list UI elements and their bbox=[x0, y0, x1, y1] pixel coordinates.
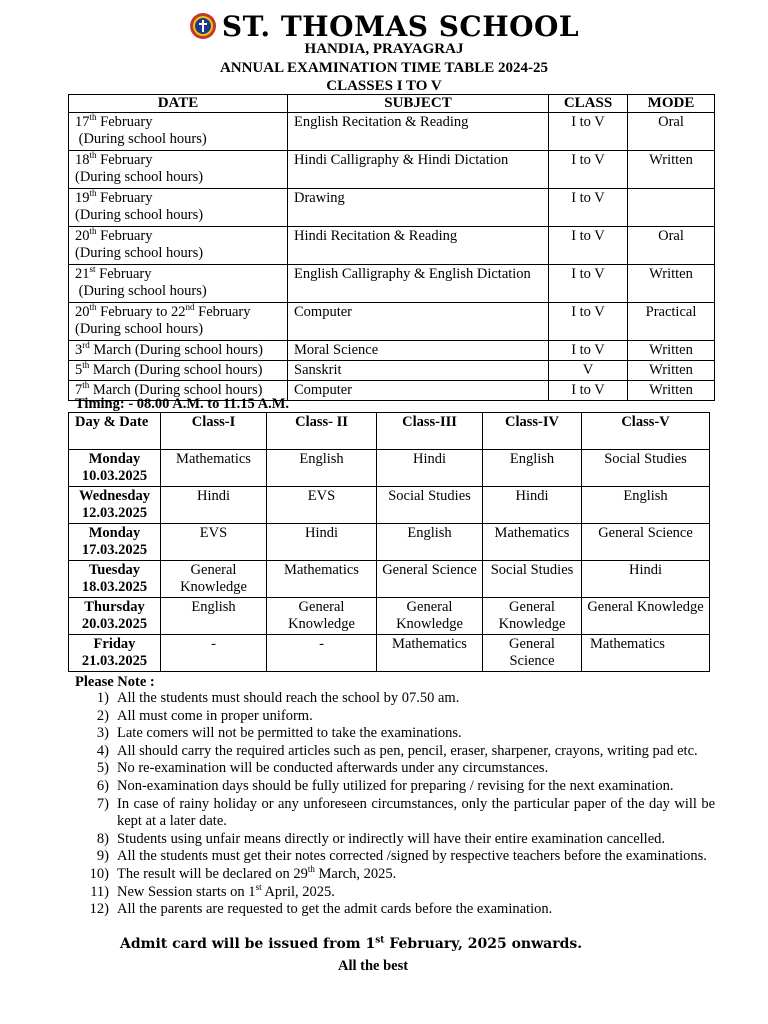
date-day: 21 bbox=[75, 266, 90, 282]
mode-cell: Written bbox=[628, 361, 715, 381]
admit-card-notice bbox=[120, 936, 582, 952]
note-text: All must come in proper uniform. bbox=[117, 707, 313, 724]
table-row bbox=[69, 341, 715, 361]
class-cell: I to V bbox=[549, 227, 628, 265]
subject-cell: Hindi Calligraphy & Hindi Dictation bbox=[288, 151, 549, 189]
note-text: All the parents are requested to get the admit cards before the examination. bbox=[117, 901, 553, 918]
class-1-subject-cell: - bbox=[161, 635, 267, 672]
class-3-subject-cell: General Knowledge bbox=[377, 598, 483, 635]
date-day: 19 bbox=[75, 190, 90, 206]
note-item bbox=[75, 866, 715, 884]
date-day: 5 bbox=[75, 362, 83, 378]
class-cell: I to V bbox=[549, 151, 628, 189]
date-cell bbox=[69, 227, 288, 265]
note-number: 11) bbox=[90, 883, 109, 900]
class-4-subject-cell: Hindi bbox=[483, 487, 582, 524]
exam-day: Tuesday bbox=[88, 562, 141, 578]
mode-cell: Written bbox=[628, 381, 715, 401]
class-3-subject-cell: General Science bbox=[377, 561, 483, 598]
subject-cell: Sanskrit bbox=[288, 361, 549, 381]
class-5-subject-cell: Hindi bbox=[582, 561, 710, 598]
column-header: Day & Date bbox=[69, 413, 161, 450]
date-suffix: th bbox=[89, 150, 97, 161]
date-cell bbox=[69, 151, 288, 189]
note-number: 12) bbox=[89, 901, 109, 918]
note-suffix: th bbox=[307, 864, 315, 875]
date-day: 17 bbox=[75, 114, 90, 130]
table-row bbox=[69, 227, 715, 265]
notes-heading: Please Note : bbox=[75, 674, 155, 690]
day-date-cell bbox=[69, 561, 161, 598]
class-cell: V bbox=[549, 361, 628, 381]
date-day: 7 bbox=[75, 382, 83, 398]
exam-date: 20.03.2025 bbox=[81, 616, 148, 632]
class-5-subject-cell: General Knowledge bbox=[582, 598, 710, 635]
date-suffix: th bbox=[82, 360, 90, 371]
class-3-subject-cell: English bbox=[377, 524, 483, 561]
date-suffix: th bbox=[89, 226, 97, 237]
table-header-row bbox=[69, 413, 710, 450]
class-1-subject-cell: Hindi bbox=[161, 487, 267, 524]
date-cell bbox=[69, 361, 288, 381]
date-text: March (During school hours) bbox=[89, 362, 263, 378]
class-4-subject-cell: Mathematics bbox=[483, 524, 582, 561]
exam-date: 21.03.2025 bbox=[81, 653, 148, 669]
subject-cell: Hindi Recitation & Reading bbox=[288, 227, 549, 265]
note-number: 4) bbox=[96, 742, 109, 759]
exam-date: 18.03.2025 bbox=[81, 579, 148, 595]
mode-cell: Oral bbox=[628, 113, 715, 151]
note-number: 1) bbox=[96, 690, 109, 706]
exam-datesheet-table bbox=[68, 412, 710, 672]
date-text: February to 22 bbox=[96, 304, 186, 320]
date-cell bbox=[69, 265, 288, 303]
date-suffix: st bbox=[89, 264, 96, 275]
table-row bbox=[69, 598, 710, 635]
note-number: 8) bbox=[96, 830, 109, 847]
table-row bbox=[69, 303, 715, 341]
subject-cell: Moral Science bbox=[288, 341, 549, 361]
exam-date: 12.03.2025 bbox=[81, 505, 148, 521]
classes-range: CLASSES I TO V bbox=[326, 78, 442, 94]
date-suffix: rd bbox=[82, 340, 90, 351]
note-text: In case of rainy holiday or any unforeseen circumstances, only the particular paper of the day will be kept at a later date. bbox=[117, 795, 715, 830]
date-note: (During school hours) bbox=[75, 131, 207, 147]
class-1-subject-cell: EVS bbox=[161, 524, 267, 561]
class-2-subject-cell: EVS bbox=[267, 487, 377, 524]
column-header: Class-V bbox=[582, 413, 710, 450]
note-number: 2) bbox=[96, 707, 109, 724]
date-text: February bbox=[96, 190, 153, 206]
date-cell bbox=[69, 113, 288, 151]
exam-day: Monday bbox=[88, 525, 141, 541]
note-text: Non-examination days should be fully utilized for preparing / revising for the next examination. bbox=[117, 777, 674, 794]
note-number: 7) bbox=[96, 795, 109, 812]
note-number: 3) bbox=[96, 725, 109, 742]
column-header: DATE bbox=[69, 95, 288, 113]
class-5-subject-cell: English bbox=[582, 487, 710, 524]
class-4-subject-cell: English bbox=[483, 450, 582, 487]
note-item bbox=[75, 690, 715, 708]
school-name: ST. THOMAS SCHOOL bbox=[221, 9, 580, 43]
date-note: (During school hours) bbox=[75, 207, 204, 223]
note-item bbox=[75, 778, 715, 796]
note-item bbox=[75, 725, 715, 743]
date-day: 20 bbox=[75, 304, 90, 320]
note-text bbox=[117, 866, 715, 884]
note-item bbox=[75, 760, 715, 778]
class-cell: I to V bbox=[549, 381, 628, 401]
closing-message: All the best bbox=[338, 958, 409, 974]
exam-day: Monday bbox=[88, 451, 141, 467]
note-text: All the students must get their notes corrected /signed by respective teachers before the examinations. bbox=[117, 848, 707, 865]
column-header: Class-IV bbox=[483, 413, 582, 450]
date-text: March (During school hours) bbox=[89, 382, 263, 398]
date-suffix: th bbox=[89, 302, 97, 313]
date-suffix: th bbox=[82, 380, 90, 391]
note-text: Late comers will not be permitted to take the examinations. bbox=[117, 725, 462, 742]
exam-title: ANNUAL EXAMINATION TIME TABLE 2024-25 bbox=[219, 60, 549, 76]
note-item bbox=[75, 796, 715, 831]
class-3-subject-cell: Social Studies bbox=[377, 487, 483, 524]
class-4-subject-cell: General Knowledge bbox=[483, 598, 582, 635]
subject-cell: English Calligraphy & English Dictation bbox=[288, 265, 549, 303]
table-row bbox=[69, 635, 710, 672]
class-4-subject-cell: Social Studies bbox=[483, 561, 582, 598]
exam-date: 10.03.2025 bbox=[81, 468, 148, 484]
class-5-subject-cell: Mathematics bbox=[582, 635, 710, 672]
date-day: 18 bbox=[75, 152, 90, 168]
note-text: No re-examination will be conducted afterwards under any circumstances. bbox=[117, 760, 549, 777]
table-row bbox=[69, 113, 715, 151]
table-row bbox=[69, 450, 710, 487]
note-text-part: The result will be declared on 29 bbox=[117, 865, 308, 882]
class-4-subject-cell: General Science bbox=[483, 635, 582, 672]
exam-timing: Timing: - 08.00 A.M. to 11.15 A.M. bbox=[75, 396, 290, 412]
day-date-cell bbox=[69, 598, 161, 635]
subject-cell: Computer bbox=[288, 303, 549, 341]
mode-cell: Written bbox=[628, 341, 715, 361]
note-text-part: March, 2025. bbox=[314, 865, 397, 882]
class-2-subject-cell: General Knowledge bbox=[267, 598, 377, 635]
oral-written-schedule-table bbox=[68, 94, 715, 401]
note-text-part: April, 2025. bbox=[261, 883, 335, 900]
note-item bbox=[75, 901, 715, 919]
day-date-cell bbox=[69, 635, 161, 672]
class-1-subject-cell: Mathematics bbox=[161, 450, 267, 487]
column-header: Class-III bbox=[377, 413, 483, 450]
mode-cell bbox=[628, 189, 715, 227]
exam-day: Thursday bbox=[84, 599, 145, 615]
table-row bbox=[69, 524, 710, 561]
date-cell bbox=[69, 341, 288, 361]
date-text: February bbox=[194, 304, 251, 320]
exam-date: 17.03.2025 bbox=[81, 542, 148, 558]
date-note: (During school hours) bbox=[75, 245, 204, 261]
class-3-subject-cell: Hindi bbox=[377, 450, 483, 487]
class-2-subject-cell: Hindi bbox=[267, 524, 377, 561]
class-1-subject-cell: English bbox=[161, 598, 267, 635]
column-header: Class-I bbox=[161, 413, 267, 450]
note-text bbox=[117, 881, 715, 902]
column-header: SUBJECT bbox=[288, 95, 549, 113]
note-item bbox=[75, 831, 715, 849]
subject-cell: Drawing bbox=[288, 189, 549, 227]
date-suffix: th bbox=[89, 188, 97, 199]
date-day: 20 bbox=[75, 228, 90, 244]
exam-day: Wednesday bbox=[79, 488, 150, 504]
day-date-cell bbox=[69, 524, 161, 561]
note-number: 6) bbox=[96, 777, 109, 794]
column-header: Class- II bbox=[267, 413, 377, 450]
table-header-row bbox=[69, 95, 715, 113]
note-text-part: New Session starts on 1 bbox=[117, 883, 256, 900]
school-crest-icon bbox=[189, 12, 217, 40]
note-number: 10) bbox=[89, 865, 109, 882]
class-2-subject-cell: Mathematics bbox=[267, 561, 377, 598]
note-number: 5) bbox=[96, 760, 109, 777]
class-cell: I to V bbox=[549, 189, 628, 227]
class-cell: I to V bbox=[549, 341, 628, 361]
date-note: (During school hours) bbox=[75, 169, 204, 185]
mode-cell: Practical bbox=[628, 303, 715, 341]
subject-cell: English Recitation & Reading bbox=[288, 113, 549, 151]
note-item bbox=[75, 708, 715, 726]
note-text: All should carry the required articles such as pen, pencil, eraser, sharpener, crayons, writing pad etc. bbox=[117, 742, 698, 759]
class-3-subject-cell: Mathematics bbox=[377, 635, 483, 672]
class-cell: I to V bbox=[549, 113, 628, 151]
note-number: 9) bbox=[96, 848, 109, 865]
mode-cell: Written bbox=[628, 265, 715, 303]
class-5-subject-cell: General Science bbox=[582, 524, 710, 561]
column-header: MODE bbox=[628, 95, 715, 113]
table-row bbox=[69, 265, 715, 303]
note-item bbox=[75, 881, 715, 902]
mode-cell: Written bbox=[628, 151, 715, 189]
date-note: (During school hours) bbox=[75, 321, 204, 337]
note-item bbox=[75, 848, 715, 866]
table-row bbox=[69, 189, 715, 227]
date-text: February bbox=[95, 266, 152, 282]
date-suffix: nd bbox=[185, 302, 195, 313]
date-note: (During school hours) bbox=[75, 283, 207, 299]
exam-day: Friday bbox=[93, 636, 136, 652]
note-text: All the students must should reach the school by 07.50 am. bbox=[117, 690, 460, 706]
admit-sup: st bbox=[375, 935, 385, 946]
date-text: February bbox=[96, 152, 153, 168]
admit-text-end: February, 2025 onwards. bbox=[384, 936, 583, 952]
date-text: March (During school hours) bbox=[89, 342, 263, 358]
class-2-subject-cell: - bbox=[267, 635, 377, 672]
class-5-subject-cell: Social Studies bbox=[582, 450, 710, 487]
class-2-subject-cell: English bbox=[267, 450, 377, 487]
notes-list bbox=[75, 690, 715, 919]
date-suffix: th bbox=[89, 112, 97, 123]
table-row bbox=[69, 361, 715, 381]
class-cell: I to V bbox=[549, 265, 628, 303]
date-text: February bbox=[96, 228, 153, 244]
table-row bbox=[69, 487, 710, 524]
column-header: CLASS bbox=[549, 95, 628, 113]
class-1-subject-cell: General Knowledge bbox=[161, 561, 267, 598]
class-cell: I to V bbox=[549, 303, 628, 341]
subject-cell: Computer bbox=[288, 381, 549, 401]
date-text: February bbox=[96, 114, 153, 130]
date-cell bbox=[69, 303, 288, 341]
note-suffix: st bbox=[255, 881, 262, 892]
admit-text: Admit card will be issued from 1 bbox=[120, 936, 376, 952]
note-item bbox=[75, 743, 715, 761]
table-row bbox=[69, 151, 715, 189]
date-cell bbox=[69, 189, 288, 227]
date-day: 3 bbox=[75, 342, 83, 358]
mode-cell: Oral bbox=[628, 227, 715, 265]
note-text: Students using unfair means directly or indirectly will have their entire examination cancelled. bbox=[117, 830, 666, 847]
school-location: HANDIA, PRAYAGRAJ bbox=[304, 41, 464, 57]
table-row bbox=[69, 561, 710, 598]
day-date-cell bbox=[69, 450, 161, 487]
day-date-cell bbox=[69, 487, 161, 524]
